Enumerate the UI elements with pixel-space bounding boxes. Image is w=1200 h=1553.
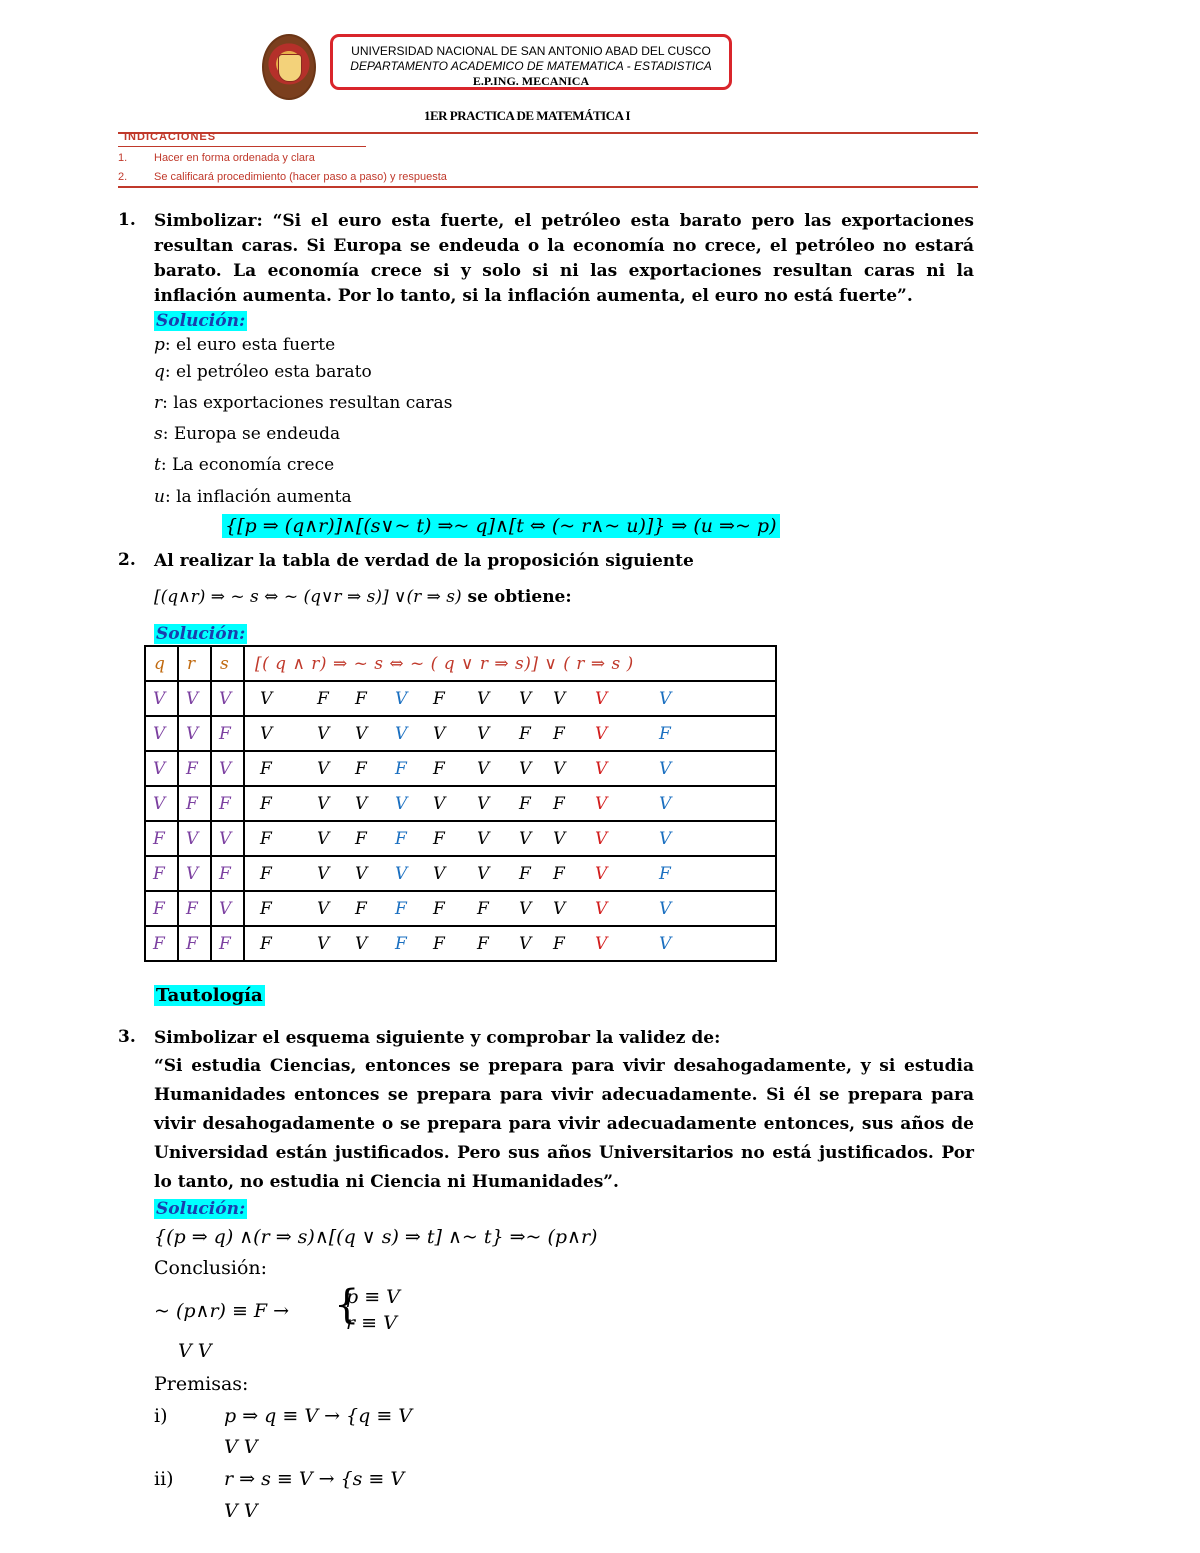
def-text: : Europa se endeuda (162, 424, 341, 444)
truth-value: V (553, 689, 566, 709)
brace-line-1: p ≡ V (346, 1286, 400, 1308)
premise-i: p ⇒ q ≡ V → {q ≡ V (224, 1405, 413, 1427)
question-2-text: Al realizar la tabla de verdad de la proposición siguiente (154, 551, 694, 571)
truth-value: F (355, 689, 367, 709)
conclusion-label: Conclusión: (154, 1257, 268, 1279)
truth-value: V (477, 689, 490, 709)
definition-q (154, 362, 372, 382)
table-cell-q: V (145, 681, 178, 716)
table-cell-q: F (145, 926, 178, 961)
header-box (330, 34, 732, 90)
truth-value: V (595, 899, 608, 919)
truth-value: V (317, 934, 330, 954)
truth-value: F (519, 794, 531, 814)
truth-value: F (433, 899, 445, 919)
truth-value: V (595, 794, 608, 814)
truth-value: F (433, 689, 445, 709)
truth-value: V (433, 724, 446, 744)
truth-value: F (395, 759, 407, 779)
truth-value: F (519, 864, 531, 884)
truth-value: V (355, 794, 368, 814)
truth-value: F (433, 829, 445, 849)
truth-value: V (595, 689, 608, 709)
truth-value: F (519, 724, 531, 744)
truth-value: V (317, 724, 330, 744)
indication-number: 2. (118, 171, 128, 183)
table-cell-r: V (178, 821, 211, 856)
divider (118, 132, 978, 134)
truth-value: F (659, 864, 671, 884)
truth-value: V (395, 724, 408, 744)
truth-value: F (260, 829, 272, 849)
table-row (145, 856, 776, 891)
question-1-formula: {[p ⇒ (q∧r)]∧[(s∨~ t) ⇒~ q]∧[t ⇔ (~ r∧~ u)]} ⇒ (u ⇒~ p) (222, 514, 780, 538)
indications-title: INDICACIONES (124, 131, 217, 143)
truth-value: F (553, 724, 565, 744)
indication-number: 1. (118, 152, 128, 164)
def-text: : las exportaciones resultan caras (162, 393, 453, 413)
table-cell-s: F (211, 786, 244, 821)
truth-value: F (355, 759, 367, 779)
table-row (145, 786, 776, 821)
table-expression-cell (244, 856, 776, 891)
truth-value: V (317, 829, 330, 849)
table-cell-r: F (178, 891, 211, 926)
truth-value: V (553, 899, 566, 919)
truth-value: V (659, 794, 672, 814)
var: r (154, 393, 163, 413)
truth-value: V (477, 759, 490, 779)
expression-suffix: se obtiene: (461, 587, 572, 607)
def-text: : el euro esta fuerte (164, 335, 336, 355)
table-row (145, 716, 776, 751)
solution-label: Solución: (156, 311, 246, 331)
header-q: q (145, 646, 178, 681)
truth-value: V (659, 759, 672, 779)
truth-value: V (659, 689, 672, 709)
truth-value: F (317, 689, 329, 709)
divider (118, 186, 978, 188)
premise-i-label: i) (154, 1405, 168, 1427)
table-cell-q: V (145, 786, 178, 821)
table-header-row (145, 646, 776, 681)
truth-value: V (433, 794, 446, 814)
premises-label: Premisas: (154, 1373, 249, 1395)
truth-value: F (659, 724, 671, 744)
truth-value: F (355, 899, 367, 919)
def-text: : La economía crece (160, 455, 335, 475)
table-cell-r: V (178, 716, 211, 751)
truth-value: V (519, 934, 532, 954)
table-row (145, 681, 776, 716)
premise-ii-label: ii) (154, 1468, 174, 1490)
truth-value: V (317, 759, 330, 779)
table-cell-q: F (145, 856, 178, 891)
truth-value: V (553, 759, 566, 779)
header-department: DEPARTAMENTO ACADEMICO DE MATEMATICA - ESTADISTICA (350, 59, 712, 73)
header-school: E.P.ING. MECANICA (472, 74, 590, 88)
table-cell-s: V (211, 681, 244, 716)
truth-value: V (317, 899, 330, 919)
premise-ii-values: V V (224, 1500, 258, 1522)
question-number: 2. (118, 550, 136, 570)
header-s: s (211, 646, 244, 681)
definition-s (154, 424, 340, 444)
table-cell-r: F (178, 786, 211, 821)
table-cell-q: V (145, 751, 178, 786)
truth-value: F (433, 759, 445, 779)
var: t (154, 455, 161, 475)
table-cell-s: F (211, 716, 244, 751)
truth-value: V (395, 794, 408, 814)
truth-value: V (595, 724, 608, 744)
truth-value: V (355, 724, 368, 744)
truth-value: V (477, 724, 490, 744)
header-university: UNIVERSIDAD NACIONAL DE SAN ANTONIO ABAD DEL CUSCO (351, 44, 711, 58)
truth-values: V V (178, 1340, 212, 1362)
table-expression-cell (244, 821, 776, 856)
table-cell-s: V (211, 821, 244, 856)
truth-value: V (317, 864, 330, 884)
question-3-formula: {(p ⇒ q) ∧(r ⇒ s)∧[(q ∨ s) ⇒ t] ∧~ t} ⇒~ (p∧r) (154, 1226, 598, 1248)
table-cell-q: F (145, 821, 178, 856)
var: s (154, 424, 163, 444)
truth-value: F (395, 934, 407, 954)
truth-value: F (477, 899, 489, 919)
question-2-expression (154, 587, 572, 607)
expression: [(q∧r) ⇒ ~ s ⇔ ~ (q∨r ⇒ s)] ∨(r ⇒ s) (154, 587, 462, 607)
var: q (154, 362, 165, 382)
university-seal-logo (262, 34, 316, 100)
brace-icon: { (334, 1282, 360, 1328)
table-cell-s: F (211, 926, 244, 961)
truth-value: F (395, 829, 407, 849)
truth-value: V (595, 829, 608, 849)
truth-table (144, 645, 777, 962)
truth-value: F (260, 864, 272, 884)
truth-value: F (395, 899, 407, 919)
table-row (145, 926, 776, 961)
truth-value: V (519, 829, 532, 849)
truth-value: V (477, 864, 490, 884)
table-row (145, 751, 776, 786)
truth-value: V (595, 934, 608, 954)
truth-value: V (355, 934, 368, 954)
truth-value: F (553, 794, 565, 814)
definition-t (154, 455, 334, 475)
table-row (145, 891, 776, 926)
truth-value: V (659, 899, 672, 919)
truth-value: F (260, 934, 272, 954)
indication-text: Se calificará procedimiento (hacer paso a paso) y respuesta (154, 171, 447, 183)
truth-value: F (433, 934, 445, 954)
truth-value: V (659, 829, 672, 849)
truth-value: F (477, 934, 489, 954)
indication-text: Hacer en forma ordenada y clara (154, 152, 315, 164)
table-expression-cell (244, 681, 776, 716)
table-cell-s: V (211, 751, 244, 786)
table-cell-r: V (178, 681, 211, 716)
table-cell-q: V (145, 716, 178, 751)
definition-u (154, 487, 352, 507)
truth-value: V (519, 689, 532, 709)
question-3-text: “Si estudia Ciencias, entonces se prepara para vivir desahogadamente, y si estudia Humanidades entonces se prepara para vivir adecuadamente. Si él se prepara para vivir desahogadamente o se prepara para vivir adecuadamente entonces, sus años de Universidad están justificados. Pero sus años Universitarios no está justificados. Por lo tanto, no estudia ni Ciencia ni Humanidades”. (154, 1056, 974, 1192)
truth-value: F (553, 864, 565, 884)
var: u (154, 487, 165, 507)
question-number: 3. (118, 1027, 136, 1047)
truth-value: F (260, 794, 272, 814)
truth-value: F (260, 899, 272, 919)
truth-value: V (595, 864, 608, 884)
table-cell-q: F (145, 891, 178, 926)
truth-value: V (477, 794, 490, 814)
conclusion-expression: ~ (p∧r) ≡ F → (154, 1300, 290, 1322)
truth-value: V (317, 794, 330, 814)
table-expression-cell (244, 891, 776, 926)
premise-ii: r ⇒ s ≡ V → {s ≡ V (224, 1468, 405, 1490)
table-cell-r: F (178, 926, 211, 961)
truth-value: F (553, 934, 565, 954)
table-row (145, 821, 776, 856)
table-expression-cell (244, 751, 776, 786)
def-text: : la inflación aumenta (164, 487, 352, 507)
table-cell-s: F (211, 856, 244, 891)
truth-value: V (595, 759, 608, 779)
table-expression-cell (244, 926, 776, 961)
table-expression-cell (244, 786, 776, 821)
question-1-text: Simbolizar: “Si el euro esta fuerte, el petróleo esta barato pero las exportaciones resultan caras. Si Europa se endeuda o la economía no crece, el petróleo no estará barato. La economía crece si y solo si ni las exportaciones resultan caras ni la inflación aumenta. Por lo tanto, si la inflación aumenta, el euro no está fuerte”. (154, 211, 974, 306)
truth-value: V (519, 759, 532, 779)
truth-value: F (260, 759, 272, 779)
var: p (154, 335, 165, 355)
truth-value: V (260, 724, 273, 744)
header-r: r (178, 646, 211, 681)
table-cell-s: V (211, 891, 244, 926)
solution-label: Solución: (156, 1199, 246, 1219)
brace-line-2: r ≡ V (346, 1312, 397, 1334)
tautology-label: Tautología (156, 985, 263, 1006)
premise-i-values: V V (224, 1436, 258, 1458)
solution-label: Solución: (156, 624, 246, 644)
def-text: : el petróleo esta barato (164, 362, 372, 382)
truth-value: V (519, 899, 532, 919)
divider (118, 146, 366, 147)
truth-value: V (395, 689, 408, 709)
definition-r (154, 393, 452, 413)
truth-value: V (433, 864, 446, 884)
definition-p (154, 335, 335, 355)
table-expression-cell (244, 716, 776, 751)
table-cell-r: V (178, 856, 211, 891)
truth-value: F (355, 829, 367, 849)
truth-value: V (659, 934, 672, 954)
truth-value: V (395, 864, 408, 884)
truth-value: V (355, 864, 368, 884)
truth-value: V (553, 829, 566, 849)
header-expression: [( q ∧ r) ⇒ ~ s ⇔ ~ ( q ∨ r ⇒ s)] ∨ ( r ⇒ s ) (244, 646, 776, 681)
question-number: 1. (118, 210, 136, 230)
practice-title: 1ER PRACTICA DE MATEMÁTICA I (424, 108, 631, 123)
table-cell-r: F (178, 751, 211, 786)
truth-value: V (260, 689, 273, 709)
question-3-title: Simbolizar el esquema siguiente y comprobar la validez de: (154, 1028, 721, 1048)
truth-value: V (477, 829, 490, 849)
